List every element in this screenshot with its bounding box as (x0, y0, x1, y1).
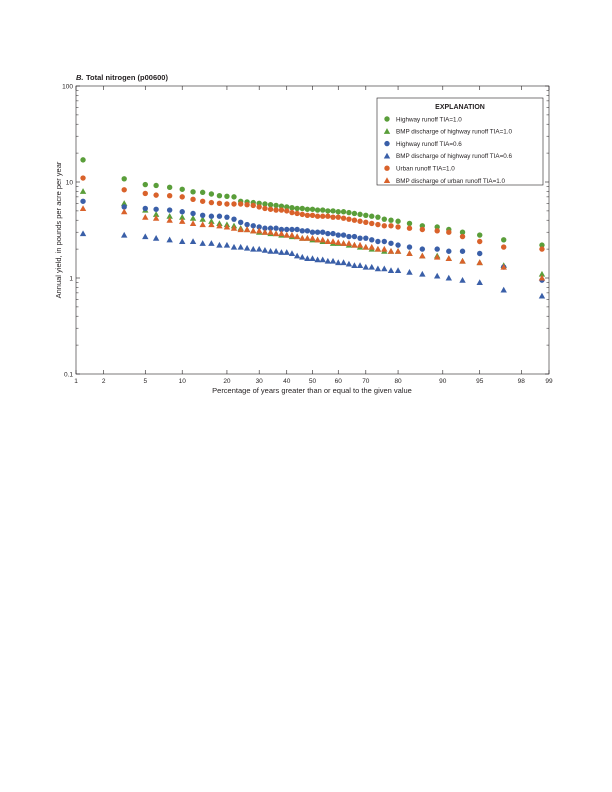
data-point (346, 240, 352, 246)
y-tick-label: 100 (62, 83, 73, 91)
legend (377, 98, 543, 185)
data-point (224, 201, 229, 206)
data-point (434, 273, 440, 279)
x-tick-label: 95 (476, 378, 484, 385)
data-point (539, 293, 545, 299)
data-point (320, 214, 325, 219)
data-point (369, 264, 375, 270)
data-point (395, 219, 400, 224)
data-point (310, 207, 315, 212)
x-tick-label: 40 (283, 378, 291, 385)
data-point (209, 191, 214, 196)
data-point (340, 240, 346, 246)
data-point (256, 204, 261, 209)
data-point (320, 257, 326, 263)
data-point (477, 279, 483, 285)
data-point (294, 227, 299, 232)
data-point (375, 222, 380, 227)
data-point (294, 253, 300, 259)
data-point (420, 227, 425, 232)
data-point (167, 207, 172, 212)
data-point (122, 176, 127, 181)
data-point (304, 235, 310, 241)
data-point (381, 246, 387, 252)
data-point (199, 240, 205, 246)
data-point (153, 192, 158, 197)
data-point (315, 214, 320, 219)
data-point (190, 189, 195, 194)
data-point (388, 223, 393, 228)
data-point (357, 235, 362, 240)
data-point (300, 228, 305, 233)
data-point (284, 249, 290, 255)
data-point (357, 212, 362, 217)
data-point (278, 230, 284, 236)
data-point (250, 246, 256, 252)
data-point (231, 244, 237, 250)
data-point (273, 226, 278, 231)
legend-item (384, 141, 462, 148)
data-point (363, 264, 369, 270)
data-point (382, 223, 387, 228)
legend-label: BMP discharge of urban runoff TIA=1.0 (396, 177, 506, 185)
y-tick-label: 0.1 (63, 371, 73, 379)
data-point (459, 258, 465, 264)
data-point (251, 203, 256, 208)
data-point (217, 193, 222, 198)
data-point (200, 213, 205, 218)
legend-item (384, 153, 513, 161)
data-point (336, 232, 341, 237)
data-point (262, 247, 268, 253)
data-point (325, 258, 331, 264)
data-point (352, 218, 357, 223)
data-point (231, 201, 236, 206)
data-point (190, 211, 195, 216)
data-point (336, 214, 341, 219)
chart-title-letter: B. (76, 73, 84, 82)
data-point (375, 214, 380, 219)
data-point (273, 230, 279, 236)
data-point (284, 208, 289, 213)
data-point (284, 232, 290, 238)
data-point (341, 232, 346, 237)
data-point (294, 206, 299, 211)
data-point (180, 187, 185, 192)
data-point (501, 244, 506, 249)
data-point (224, 194, 229, 199)
legend-label: Urban runoff TIA=1.0 (396, 165, 455, 173)
data-point (477, 232, 482, 237)
data-point (304, 255, 310, 261)
data-point (501, 287, 507, 293)
data-point (382, 216, 387, 221)
data-point (381, 265, 387, 271)
data-point (305, 207, 310, 212)
data-point (289, 210, 294, 215)
y-tick-label: 10 (65, 179, 73, 187)
data-point (335, 259, 341, 265)
data-point (143, 206, 148, 211)
data-point (256, 246, 262, 252)
data-point (200, 190, 205, 195)
data-point (289, 232, 295, 238)
data-point (166, 237, 172, 243)
legend-item (384, 177, 506, 185)
legend-label: Highway runoff TIA=0.6 (396, 140, 462, 148)
data-point (434, 228, 439, 233)
x-tick-label: 99 (545, 378, 553, 385)
data-point (341, 215, 346, 220)
data-point (294, 233, 300, 239)
data-point (121, 232, 127, 238)
data-point (314, 237, 320, 243)
data-point (279, 207, 284, 212)
data-point (315, 207, 320, 212)
data-point (309, 235, 315, 241)
data-point (346, 210, 351, 215)
data-point (406, 250, 412, 256)
y-axis-label: Annual yield, in pounds per acre per year (54, 161, 63, 299)
data-point (539, 246, 544, 251)
data-point (300, 212, 305, 217)
x-tick-label: 10 (178, 378, 186, 385)
data-point (388, 267, 394, 273)
data-point (325, 231, 330, 236)
data-point (388, 241, 393, 246)
data-point (268, 207, 273, 212)
data-point (375, 246, 381, 252)
data-point (477, 259, 483, 265)
data-point (363, 235, 368, 240)
data-point (363, 244, 369, 250)
data-point (273, 203, 278, 208)
data-point (351, 242, 357, 248)
legend-item (384, 116, 462, 123)
data-point (460, 234, 465, 239)
data-point (80, 157, 85, 162)
data-point (325, 208, 330, 213)
data-point (294, 211, 299, 216)
data-point (244, 226, 250, 232)
data-point (80, 188, 86, 194)
x-tick-label: 90 (439, 378, 447, 385)
data-point (407, 244, 412, 249)
data-point (153, 183, 158, 188)
data-point (369, 214, 374, 219)
data-point (200, 199, 205, 204)
data-point (363, 213, 368, 218)
legend-label: BMP discharge of highway runoff TIA=1.0 (396, 128, 513, 136)
data-point (224, 214, 229, 219)
data-point (299, 235, 305, 241)
data-point (305, 213, 310, 218)
data-point (224, 242, 230, 248)
data-point (420, 246, 425, 251)
data-point (459, 277, 465, 283)
data-point (278, 249, 284, 255)
data-point (369, 237, 374, 242)
data-point (369, 244, 375, 250)
data-point (336, 209, 341, 214)
data-point (460, 249, 465, 254)
x-tick-label: 70 (362, 378, 370, 385)
data-point (256, 228, 262, 234)
data-point (434, 246, 439, 251)
data-point (335, 239, 341, 245)
data-point (289, 227, 294, 232)
data-point (346, 216, 351, 221)
data-point (179, 238, 185, 244)
x-tick-label: 50 (308, 378, 317, 385)
data-point (250, 228, 256, 234)
data-point (167, 185, 172, 190)
data-point (231, 194, 236, 199)
data-point (208, 240, 214, 246)
data-point (357, 219, 362, 224)
data-point (314, 257, 320, 263)
data-point (446, 249, 451, 254)
data-point (352, 211, 357, 216)
data-point (121, 209, 127, 215)
data-point (142, 233, 148, 239)
data-point (325, 238, 331, 244)
data-point (388, 248, 394, 254)
data-point (325, 214, 330, 219)
data-point (395, 267, 401, 273)
data-point (267, 248, 273, 254)
data-point (330, 208, 335, 213)
data-point (477, 251, 482, 256)
data-point (80, 199, 85, 204)
chart-title: Total nitrogen (p00600) (86, 73, 168, 82)
x-tick-label: 20 (223, 378, 231, 385)
data-point (395, 242, 400, 247)
data-point (407, 226, 412, 231)
data-point (315, 229, 320, 234)
data-point (244, 202, 249, 207)
data-point (231, 216, 236, 221)
data-point (80, 205, 86, 211)
data-point (238, 220, 243, 225)
data-point (395, 248, 401, 254)
legend-label: BMP discharge of highway runoff TIA=0.6 (396, 153, 513, 161)
data-point (309, 255, 315, 261)
data-point (305, 228, 310, 233)
data-point (244, 245, 250, 251)
data-point (289, 205, 294, 210)
data-point (216, 242, 222, 248)
data-point (273, 207, 278, 212)
data-point (299, 254, 305, 260)
x-tick-label: 2 (101, 378, 106, 385)
data-point (142, 214, 148, 220)
legend-label: Highway runoff TIA=1.0 (396, 116, 462, 124)
data-point (419, 271, 425, 277)
data-point (199, 221, 205, 227)
data-point (190, 238, 196, 244)
x-tick-label: 5 (143, 378, 148, 385)
data-point (262, 206, 267, 211)
data-point (237, 244, 243, 250)
data-point (407, 221, 412, 226)
data-point (388, 218, 393, 223)
x-tick-label: 98 (517, 378, 525, 385)
data-point (320, 229, 325, 234)
data-point (363, 220, 368, 225)
data-point (190, 220, 196, 226)
data-point (153, 207, 158, 212)
data-point (352, 234, 357, 239)
data-point (477, 239, 482, 244)
data-point (320, 237, 326, 243)
data-point (122, 187, 127, 192)
data-point (209, 200, 214, 205)
data-point (369, 221, 374, 226)
data-point (346, 234, 351, 239)
data-point (262, 229, 268, 235)
data-point (80, 175, 85, 180)
data-point (167, 193, 172, 198)
data-point (330, 231, 335, 236)
legend-marker (384, 116, 389, 121)
data-point (310, 229, 315, 234)
data-point (238, 201, 243, 206)
data-point (217, 201, 222, 206)
data-point (340, 259, 346, 265)
legend-marker (384, 166, 389, 171)
data-point (375, 239, 380, 244)
data-point (143, 182, 148, 187)
data-point (330, 238, 336, 244)
data-point (341, 209, 346, 214)
data-point (382, 239, 387, 244)
y-tick-label: 1 (69, 275, 73, 283)
data-point (284, 227, 289, 232)
data-point (351, 262, 357, 268)
data-point (357, 262, 363, 268)
data-point (330, 214, 335, 219)
data-point (289, 250, 295, 256)
data-point (446, 229, 451, 234)
x-tick-label: 60 (334, 378, 342, 385)
data-point (357, 242, 363, 248)
data-point (446, 255, 452, 261)
data-point (446, 275, 452, 281)
x-tick-label: 1 (74, 378, 78, 385)
data-point (395, 224, 400, 229)
data-point (330, 258, 336, 264)
x-axis-label: Percentage of years greater than or equal to the given value (212, 386, 412, 395)
data-point (267, 229, 273, 235)
data-point (320, 207, 325, 212)
data-point (180, 194, 185, 199)
x-tick-label: 30 (255, 378, 263, 385)
data-point (180, 209, 185, 214)
data-point (273, 248, 279, 254)
legend-marker (384, 141, 389, 146)
data-point (310, 213, 315, 218)
data-point (143, 191, 148, 196)
data-point (419, 253, 425, 259)
x-tick-label: 80 (394, 378, 402, 385)
data-point (80, 230, 86, 236)
data-point (153, 235, 159, 241)
data-point (406, 269, 412, 275)
data-point (217, 214, 222, 219)
data-point (209, 214, 214, 219)
data-point (190, 197, 195, 202)
data-point (346, 261, 352, 267)
legend-item (384, 128, 513, 136)
data-point (501, 237, 506, 242)
data-point (300, 206, 305, 211)
data-point (375, 265, 381, 271)
legend-title: EXPLANATION (435, 104, 485, 111)
